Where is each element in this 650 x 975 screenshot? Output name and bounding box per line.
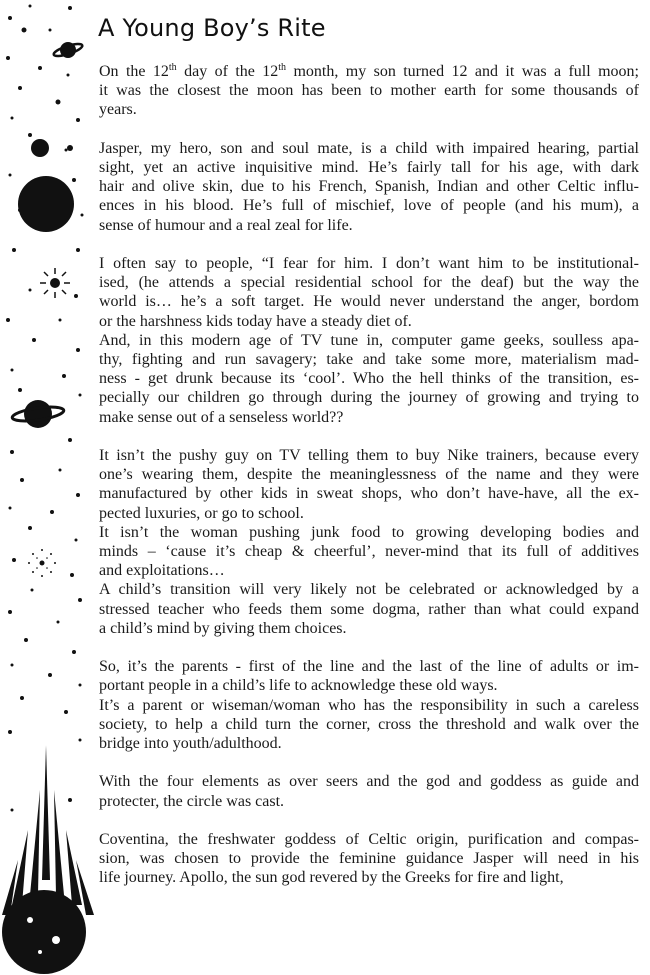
text-line: With the four elements as over seers and the god and goddess as guide and bbox=[99, 773, 639, 791]
celestial-border-icon bbox=[0, 0, 95, 975]
text-line: A child’s transition will very likely not be celebrated or acknowledged by a bbox=[99, 581, 639, 599]
text-line: On the 12th day of the 12th month, my son turned 12 and it was a full moon; bbox=[99, 62, 639, 80]
text-line: ised, (he attends a special residential school for the deaf) but the way the bbox=[99, 274, 639, 292]
text-line: and exploitations… bbox=[99, 562, 225, 580]
text-line: society, to help a child turn the corner, cross the threshold and walk over the bbox=[99, 715, 639, 733]
text-line: life journey. Apollo, the sun god revered by the Greeks for fire and light, bbox=[99, 869, 564, 887]
text-line: It isn’t the woman pushing junk food to growing developing bodies and bbox=[99, 523, 639, 541]
text-line: sense of humour and a real zeal for life. bbox=[99, 216, 353, 234]
text-line: years. bbox=[99, 101, 137, 119]
text-line: So, it’s the parents - first of the line and the last of the line of adults or im- bbox=[99, 658, 639, 676]
paragraph-parents bbox=[99, 657, 639, 695]
paragraph-teacher bbox=[99, 580, 639, 638]
text-line: stressed teacher who feeds them some dogma, rather than what could expand bbox=[99, 600, 639, 618]
text-line: It’s a parent or wiseman/woman who has the responsibility in such a careless bbox=[99, 696, 639, 714]
text-line: minds – ‘cause it’s cheap & cheerful’, never-mind that its full of additives bbox=[99, 543, 639, 561]
page-title: A Young Boy’s Rite bbox=[98, 14, 326, 42]
paragraph-modern-age bbox=[99, 331, 639, 427]
paragraph-tv bbox=[99, 446, 639, 523]
text-line: ences in his blood. He’s full of mischief, love of people (and his mum), a bbox=[99, 197, 639, 215]
paragraph-elements bbox=[99, 772, 639, 810]
paragraph-coventina bbox=[99, 830, 639, 888]
text-line: one’s wearing them, despite the meaninglessness of the name and they were bbox=[99, 466, 639, 484]
text-line: bridge into youth/adulthood. bbox=[99, 735, 282, 753]
text-line: hair and olive skin, due to his French, Spanish, Indian and other Celtic influ- bbox=[99, 178, 639, 196]
text-line: thy, fighting and run savagery; take and take some more, materialism mad- bbox=[99, 351, 639, 369]
paragraph-wiseman bbox=[99, 696, 639, 754]
text-line: it was the closest the moon has been to mother earth for some thousands of bbox=[99, 82, 639, 100]
paragraph-junk-food bbox=[99, 523, 639, 581]
text-line: make sense out of a senseless world?? bbox=[99, 408, 344, 426]
text-line: It isn’t the pushy guy on TV telling them to buy Nike trainers, because every bbox=[99, 447, 639, 465]
text-line: pected luxuries, or go to school. bbox=[99, 504, 304, 522]
paragraph-intro bbox=[99, 62, 639, 120]
text-line: Jasper, my hero, son and soul mate, is a child with impaired hearing, partial bbox=[99, 139, 639, 157]
text-line: a child’s mind by giving them choices. bbox=[99, 619, 347, 637]
article-body bbox=[99, 62, 639, 888]
paragraph-jasper bbox=[99, 139, 639, 235]
text-line: portant people in a child’s life to acknowledge these old ways. bbox=[99, 677, 498, 695]
text-line: I often say to people, “I fear for him. I don’t want him to be institutional- bbox=[99, 255, 639, 272]
text-line: ness - get drunk because its ‘cool’. Who the hell thinks of the transition, es- bbox=[99, 370, 639, 388]
text-line: protecter, the circle was cast. bbox=[99, 792, 285, 810]
text-line: sion, was chosen to provide the feminine guidance Jasper will need in his bbox=[99, 850, 639, 868]
text-line: pecially our children go through during the journey of growing and trying to bbox=[99, 389, 639, 407]
text-line: world is… he’s a soft target. He would never understand the anger, bordom bbox=[99, 293, 639, 311]
paragraph-fear bbox=[99, 254, 639, 331]
text-line: manufactured by other kids in sweat shops, who don’t have-have, all the ex- bbox=[99, 485, 639, 503]
text-line: Coventina, the freshwater goddess of Celtic origin, purification and compas- bbox=[99, 831, 639, 849]
text-line: or the harshness kids today have a steady diet of. bbox=[99, 312, 412, 330]
text-line: sight, yet an active inquisitive mind. He’s fairly tall for his age, with dark bbox=[99, 159, 639, 176]
text-line: And, in this modern age of TV tune in, computer game geeks, soulless apa- bbox=[99, 331, 639, 349]
